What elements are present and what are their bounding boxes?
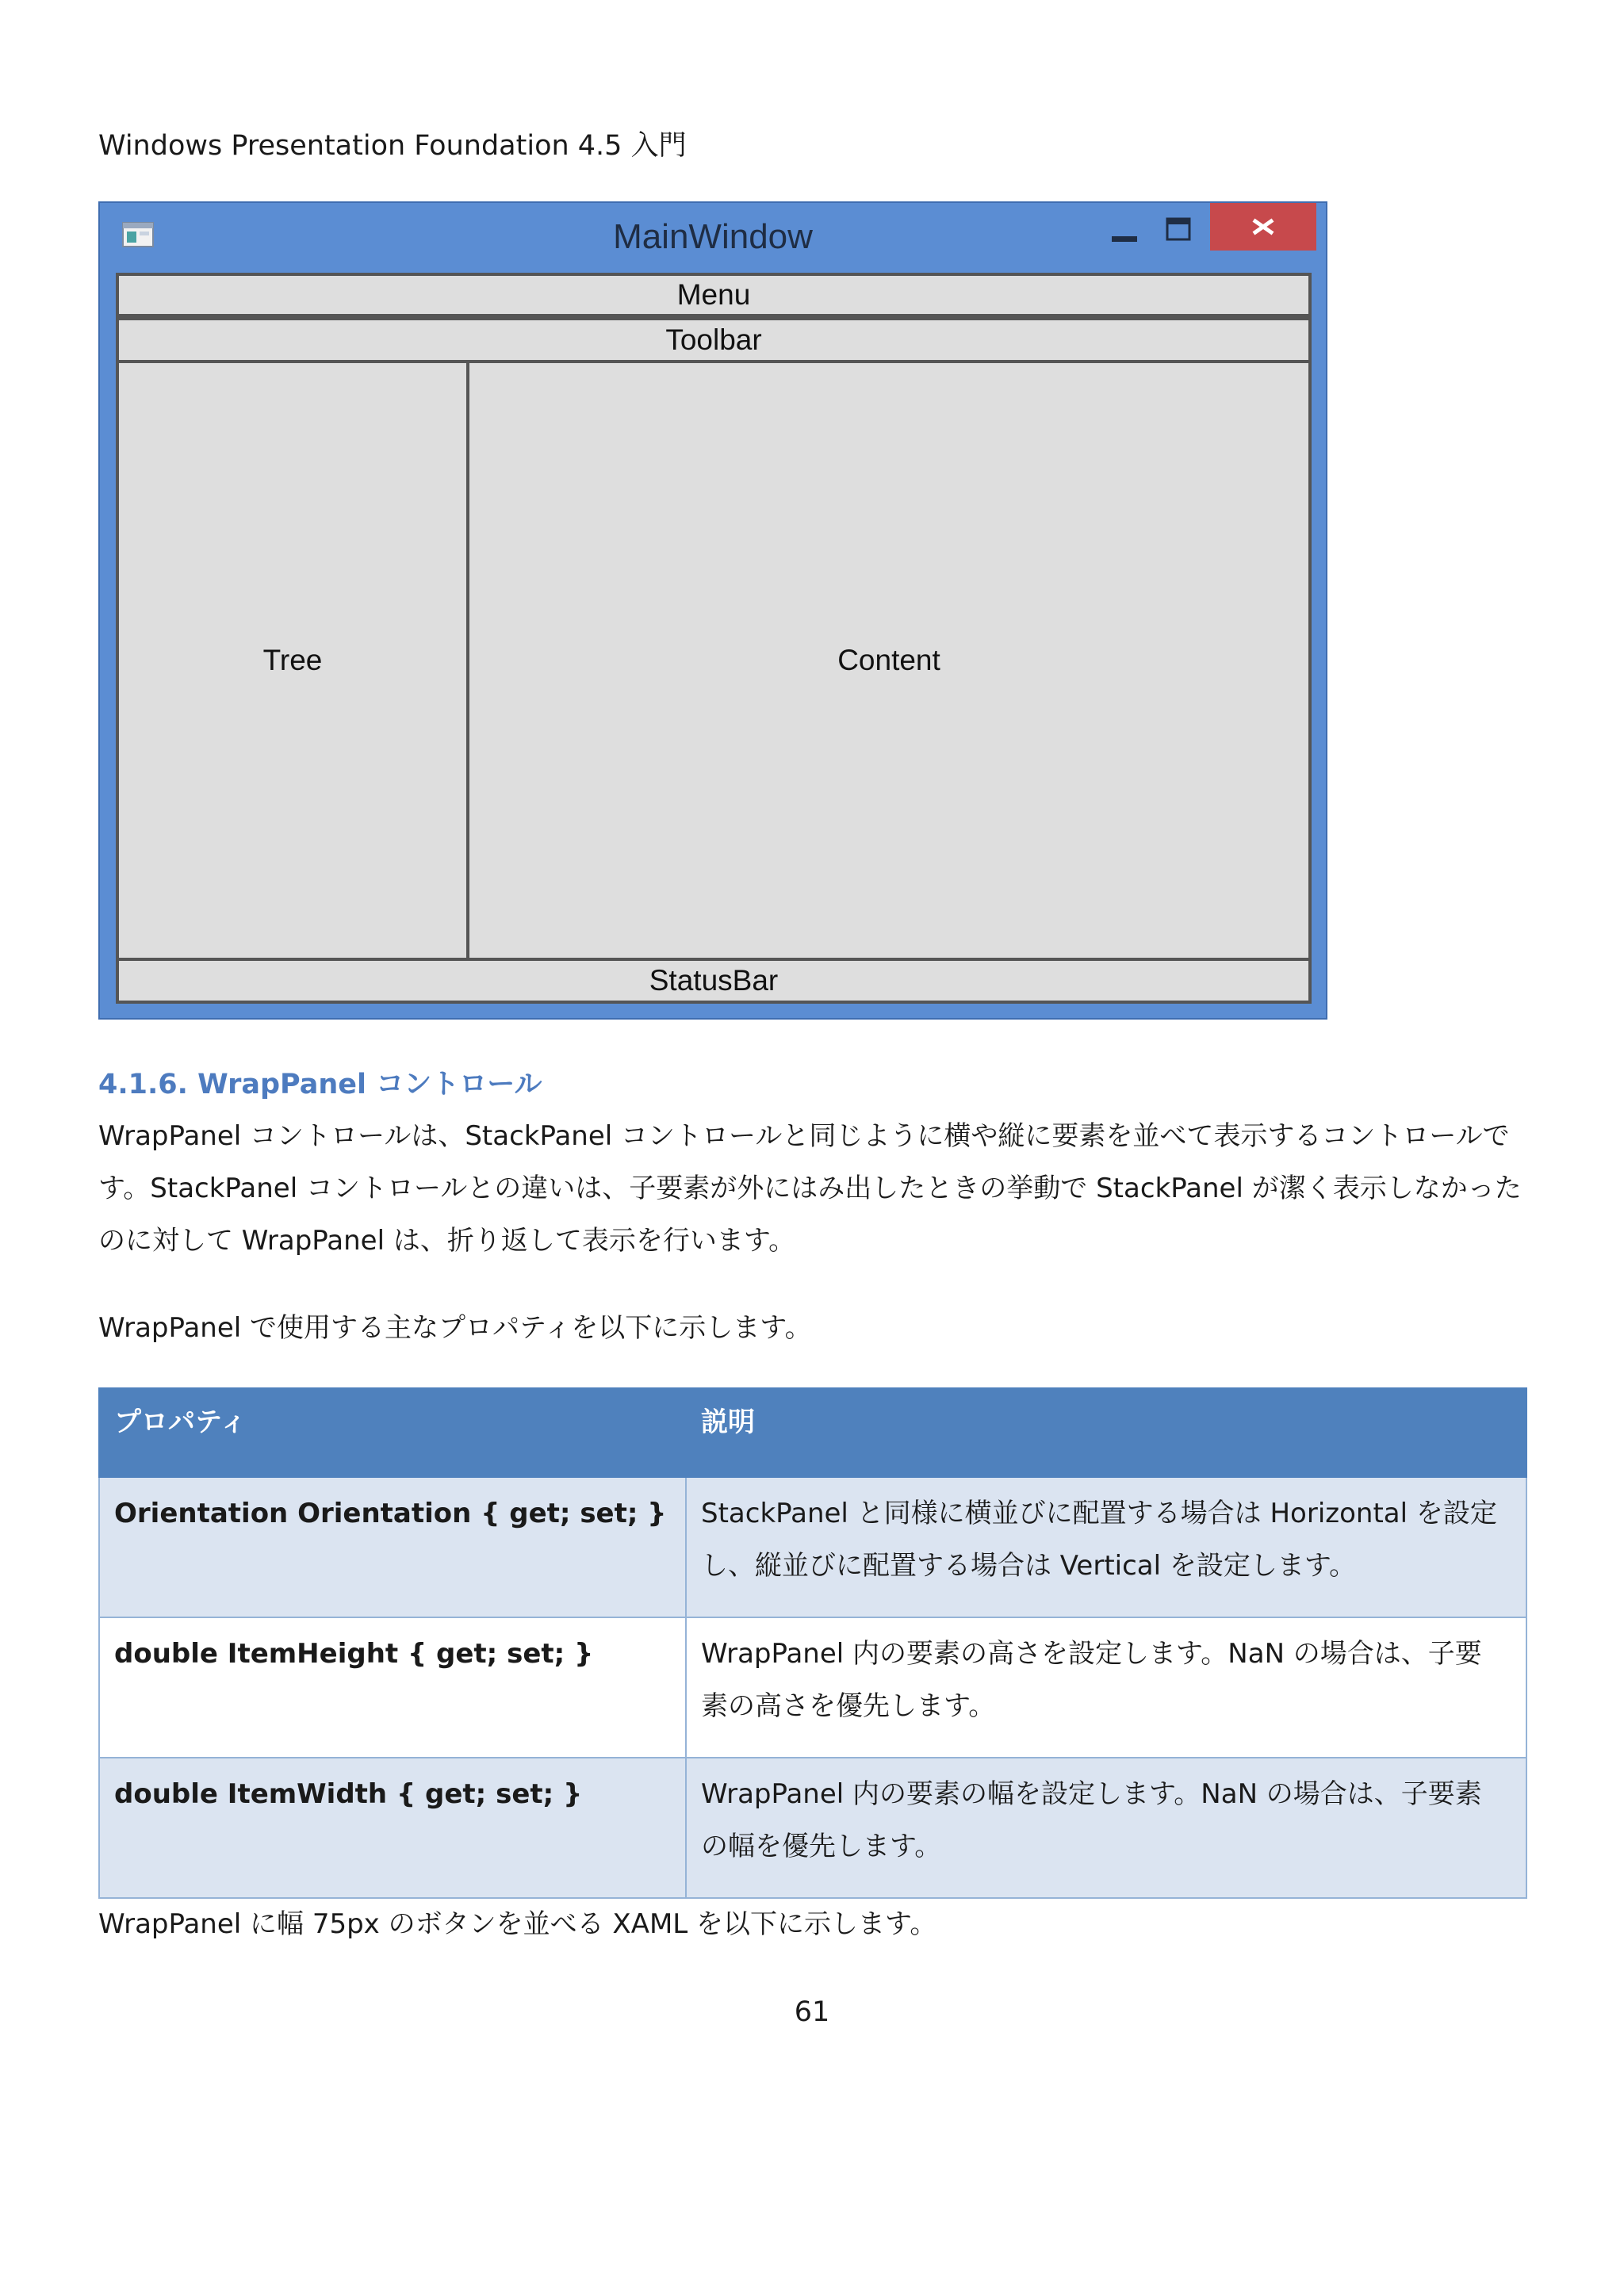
close-icon <box>1210 203 1316 251</box>
table-row <box>99 1477 1526 1617</box>
close-button <box>1210 203 1316 251</box>
description-line: WrapPanel 内の要素の幅を設定します。NaN の場合は、子要素 <box>701 1778 1482 1810</box>
paragraph-line: WrapPanel コントロールは、StackPanel コントロールと同じように横や縦に要素を並べて表示するコントロールで <box>98 1120 1510 1152</box>
description-line: 素の高さを優先します。 <box>701 1690 996 1722</box>
table-header-row <box>99 1388 1526 1477</box>
description-line: StackPanel と同様に横並びに配置する場合は Horizontal を設定 <box>701 1498 1497 1529</box>
table-row <box>99 1617 1526 1758</box>
properties-intro: WrapPanel で使用する主なプロパティを以下に示します。 <box>98 1312 812 1344</box>
description-line: の幅を優先します。 <box>701 1831 942 1862</box>
statusbar-pane <box>116 958 1312 1004</box>
page-header: Windows Presentation Foundation 4.5 入門 <box>98 130 687 162</box>
menu-pane-label: Menu <box>676 278 751 311</box>
toolbar-pane-label: Toolbar <box>665 323 762 356</box>
property-description <box>686 1477 1526 1617</box>
page-number: 61 <box>794 1996 830 2028</box>
tree-pane-label: Tree <box>262 644 323 676</box>
content-pane <box>466 360 1312 961</box>
maximize-icon <box>1166 217 1191 241</box>
menu-pane <box>116 273 1312 317</box>
minimize-icon <box>1112 235 1137 243</box>
description-line: し、縦並びに配置する場合は Vertical を設定します。 <box>701 1550 1357 1582</box>
properties-table <box>98 1387 1527 1899</box>
column-header-property: プロパティ <box>99 1388 686 1477</box>
paragraph-line: のに対して WrapPanel は、折り返して表示を行います。 <box>98 1225 796 1257</box>
toolbar-pane <box>116 317 1312 363</box>
tree-pane <box>116 360 469 961</box>
column-header-description: 説明 <box>686 1388 1526 1477</box>
property-description <box>686 1758 1526 1898</box>
section-heading: 4.1.6. WrapPanel コントロール <box>98 1069 542 1100</box>
window-screenshot <box>98 201 1327 1020</box>
property-name: double ItemWidth { get; set; } <box>99 1758 686 1898</box>
table-row <box>99 1758 1526 1898</box>
statusbar-pane-label: StatusBar <box>649 964 779 997</box>
property-name: double ItemHeight { get; set; } <box>99 1617 686 1758</box>
xaml-intro: WrapPanel に幅 75px のボタンを並べる XAML を以下に示します。 <box>98 1908 937 1940</box>
content-pane-label: Content <box>837 644 940 676</box>
property-name: Orientation Orientation { get; set; } <box>99 1477 686 1617</box>
window-client-area <box>116 273 1312 1004</box>
paragraph-line: す。StackPanel コントロールとの違いは、子要素が外にはみ出したときの挙動で StackPanel が潔く表示しなかった <box>98 1173 1522 1204</box>
window-title: MainWindow <box>613 217 813 256</box>
property-description <box>686 1617 1526 1758</box>
description-line: WrapPanel 内の要素の高さを設定します。NaN の場合は、子要 <box>701 1638 1482 1670</box>
intro-paragraph <box>98 1110 1526 1267</box>
